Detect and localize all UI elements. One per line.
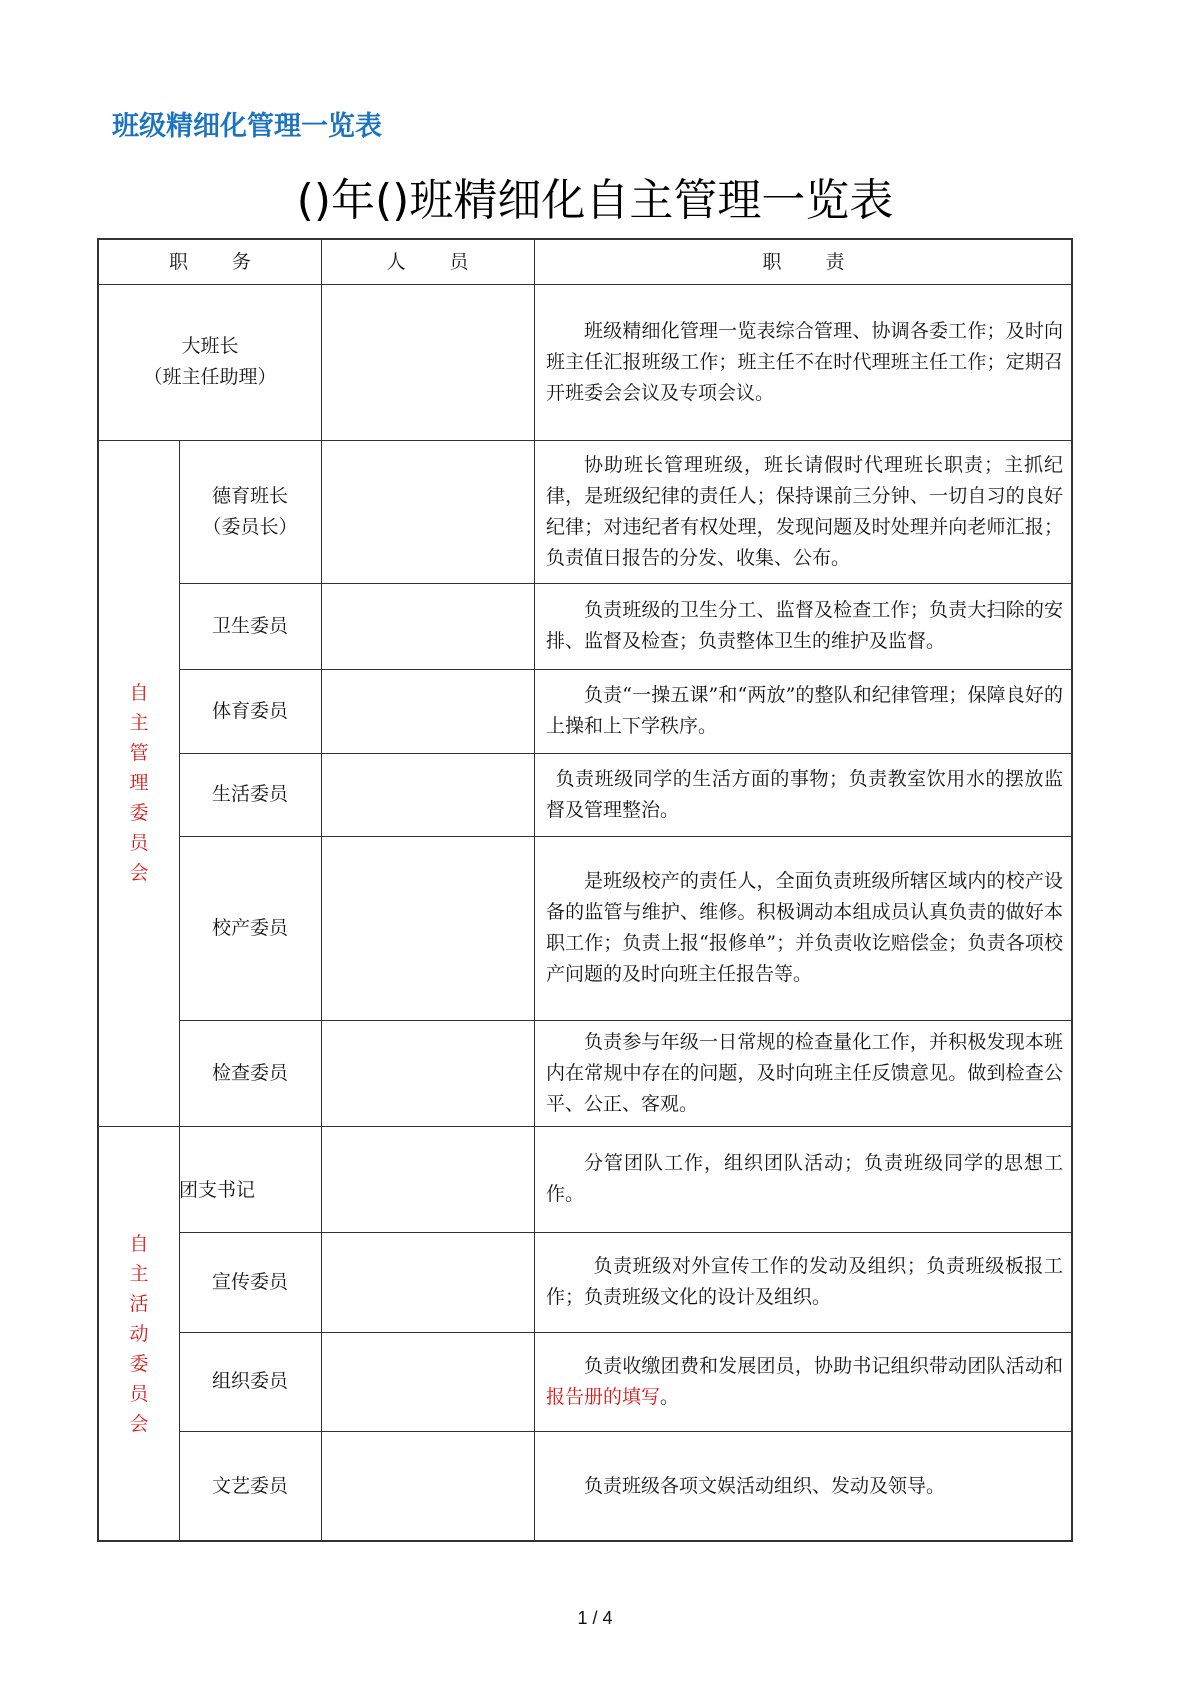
group-char: 员 (129, 1383, 149, 1405)
role-subtitle: （班主任助理） (143, 366, 277, 388)
duty-text: 是班级校产的责任人，全面负责班级所辖区域内的校产设备的监管与维护、维修。积极调动本组成员认真负责的做好本职工作；负责上报“报修单”；并负责收讫赔偿金；负责各项校产问题的及时向班主任报告等。 (546, 870, 1063, 985)
header-text: 职 (168, 250, 188, 273)
duty-cell (534, 1020, 1073, 1126)
group-char: 会 (129, 1413, 149, 1435)
group-label-self-management (99, 440, 179, 1126)
header-duties (534, 240, 1073, 284)
duty-cell (534, 440, 1073, 583)
group-char: 主 (129, 712, 149, 734)
person-cell[interactable] (321, 1431, 534, 1542)
role-cell (179, 753, 321, 836)
header-personnel (321, 240, 534, 284)
duty-cell (534, 583, 1073, 669)
role-name: 德育班长 (211, 484, 288, 507)
role-cell (179, 836, 321, 1020)
duty-text: 负责班级各项文娱活动组织、发动及领导。 (584, 1475, 946, 1497)
role-cell (179, 440, 321, 583)
header-position (99, 240, 321, 284)
role-cell (179, 669, 321, 753)
duty-cell (534, 1126, 1073, 1232)
person-cell[interactable] (321, 1332, 534, 1431)
duty-text: 分管团队工作，组织团队活动；负责班级同学的思想工作。 (546, 1152, 1063, 1205)
page-number: 1 / 4 (577, 1608, 613, 1628)
duty-cell (534, 284, 1073, 440)
header-text: 职 (762, 250, 782, 273)
duty-text: 班级精细化管理一览表综合管理、协调各委工作；及时向班主任汇报班级工作；班主任不在时代理班主任工作；定期召开班委会会议及专项会议。 (546, 319, 1063, 404)
header-text: 人 (386, 250, 406, 273)
group-char: 动 (129, 1323, 149, 1345)
header-text: 员 (449, 250, 469, 273)
group-char: 会 (129, 862, 149, 884)
person-cell[interactable] (321, 836, 534, 1020)
duty-text: 负责班级对外宣传工作的发动及组织；负责班级板报工作；负责班级文化的设计及组织。 (546, 1255, 1063, 1308)
role-name: 体育委员 (211, 699, 288, 722)
role-name: 校产委员 (211, 916, 288, 939)
duty-cell (534, 1232, 1073, 1332)
duty-cell (534, 1431, 1073, 1542)
duty-cell (534, 669, 1073, 753)
role-cell (179, 583, 321, 669)
group-char: 自 (129, 682, 149, 704)
role-name: 文艺委员 (211, 1475, 288, 1497)
person-cell[interactable] (321, 284, 534, 440)
duty-cell (534, 753, 1073, 836)
role-cell (179, 1431, 321, 1542)
duty-text: 协助班长管理班级，班长请假时代理班长职责；主抓纪律，是班级纪律的责任人；保持课前三分钟、一切自习的良好纪律；对违纪者有权处理，发现问题及时处理并向老师汇报；负责值日报告的分发、收集、公布。 (546, 453, 1063, 569)
duty-text: 负责参与年级一日常规的检查量化工作，并积极发现本班内在常规中存在的问题，及时向班主任反馈意见。做到检查公平、公正、客观。 (546, 1030, 1063, 1115)
group-char: 主 (129, 1263, 149, 1285)
group-char: 员 (129, 832, 149, 854)
person-cell[interactable] (321, 583, 534, 669)
role-name: 大班长 (181, 335, 239, 357)
page-title: ()年()班精细化自主管理一览表 (296, 175, 894, 226)
management-table (97, 238, 1073, 1542)
group-char: 管 (129, 742, 149, 764)
group-char: 委 (129, 802, 149, 824)
role-name: 卫生委员 (211, 614, 288, 637)
person-cell[interactable] (321, 1020, 534, 1126)
role-name: 宣传委员 (211, 1270, 288, 1293)
role-name: 团支书记 (179, 1178, 256, 1201)
role-subtitle: （委员长） (202, 515, 298, 538)
group-char: 活 (129, 1293, 149, 1315)
duty-text: 负责班级同学的生活方面的事物；负责教室饮用水的摆放监督及管理整治。 (546, 767, 1063, 821)
role-name: 组织委员 (211, 1370, 288, 1392)
duty-text-highlight: 报告册的填写 (546, 1385, 661, 1408)
person-cell[interactable] (321, 1126, 534, 1232)
duty-cell (534, 836, 1073, 1020)
duty-text (546, 1351, 1063, 1413)
group-label-self-activity (99, 1126, 179, 1542)
duty-text: 负责“一操五课”和“两放”的整队和纪律管理；保障良好的上操和上下学秩序。 (546, 684, 1063, 737)
person-cell[interactable] (321, 440, 534, 583)
header-text: 责 (825, 250, 845, 273)
document-label: 班级精细化管理一览表 (112, 111, 382, 142)
duty-cell (534, 1332, 1073, 1431)
role-cell (179, 1020, 321, 1126)
role-name: 检查委员 (211, 1061, 288, 1084)
header-text: 务 (232, 250, 252, 273)
role-cell-class-monitor (99, 284, 321, 440)
duty-text: 负责班级的卫生分工、监督及检查工作；负责大扫除的安排、监督及检查；负责整体卫生的维护及监督。 (546, 599, 1063, 652)
group-char: 委 (129, 1353, 149, 1375)
person-cell[interactable] (321, 669, 534, 753)
person-cell[interactable] (321, 1232, 534, 1332)
duty-text-main: 负责收缴团费和发展团员，协助书记组织带动团队活动和 (584, 1354, 1063, 1377)
role-cell (179, 1232, 321, 1332)
role-name: 生活委员 (211, 783, 288, 805)
role-cell (179, 1126, 321, 1232)
group-char: 理 (129, 772, 149, 794)
role-cell (179, 1332, 321, 1431)
group-char: 自 (129, 1233, 149, 1255)
person-cell[interactable] (321, 753, 534, 836)
duty-text-tail: 。 (660, 1385, 680, 1408)
